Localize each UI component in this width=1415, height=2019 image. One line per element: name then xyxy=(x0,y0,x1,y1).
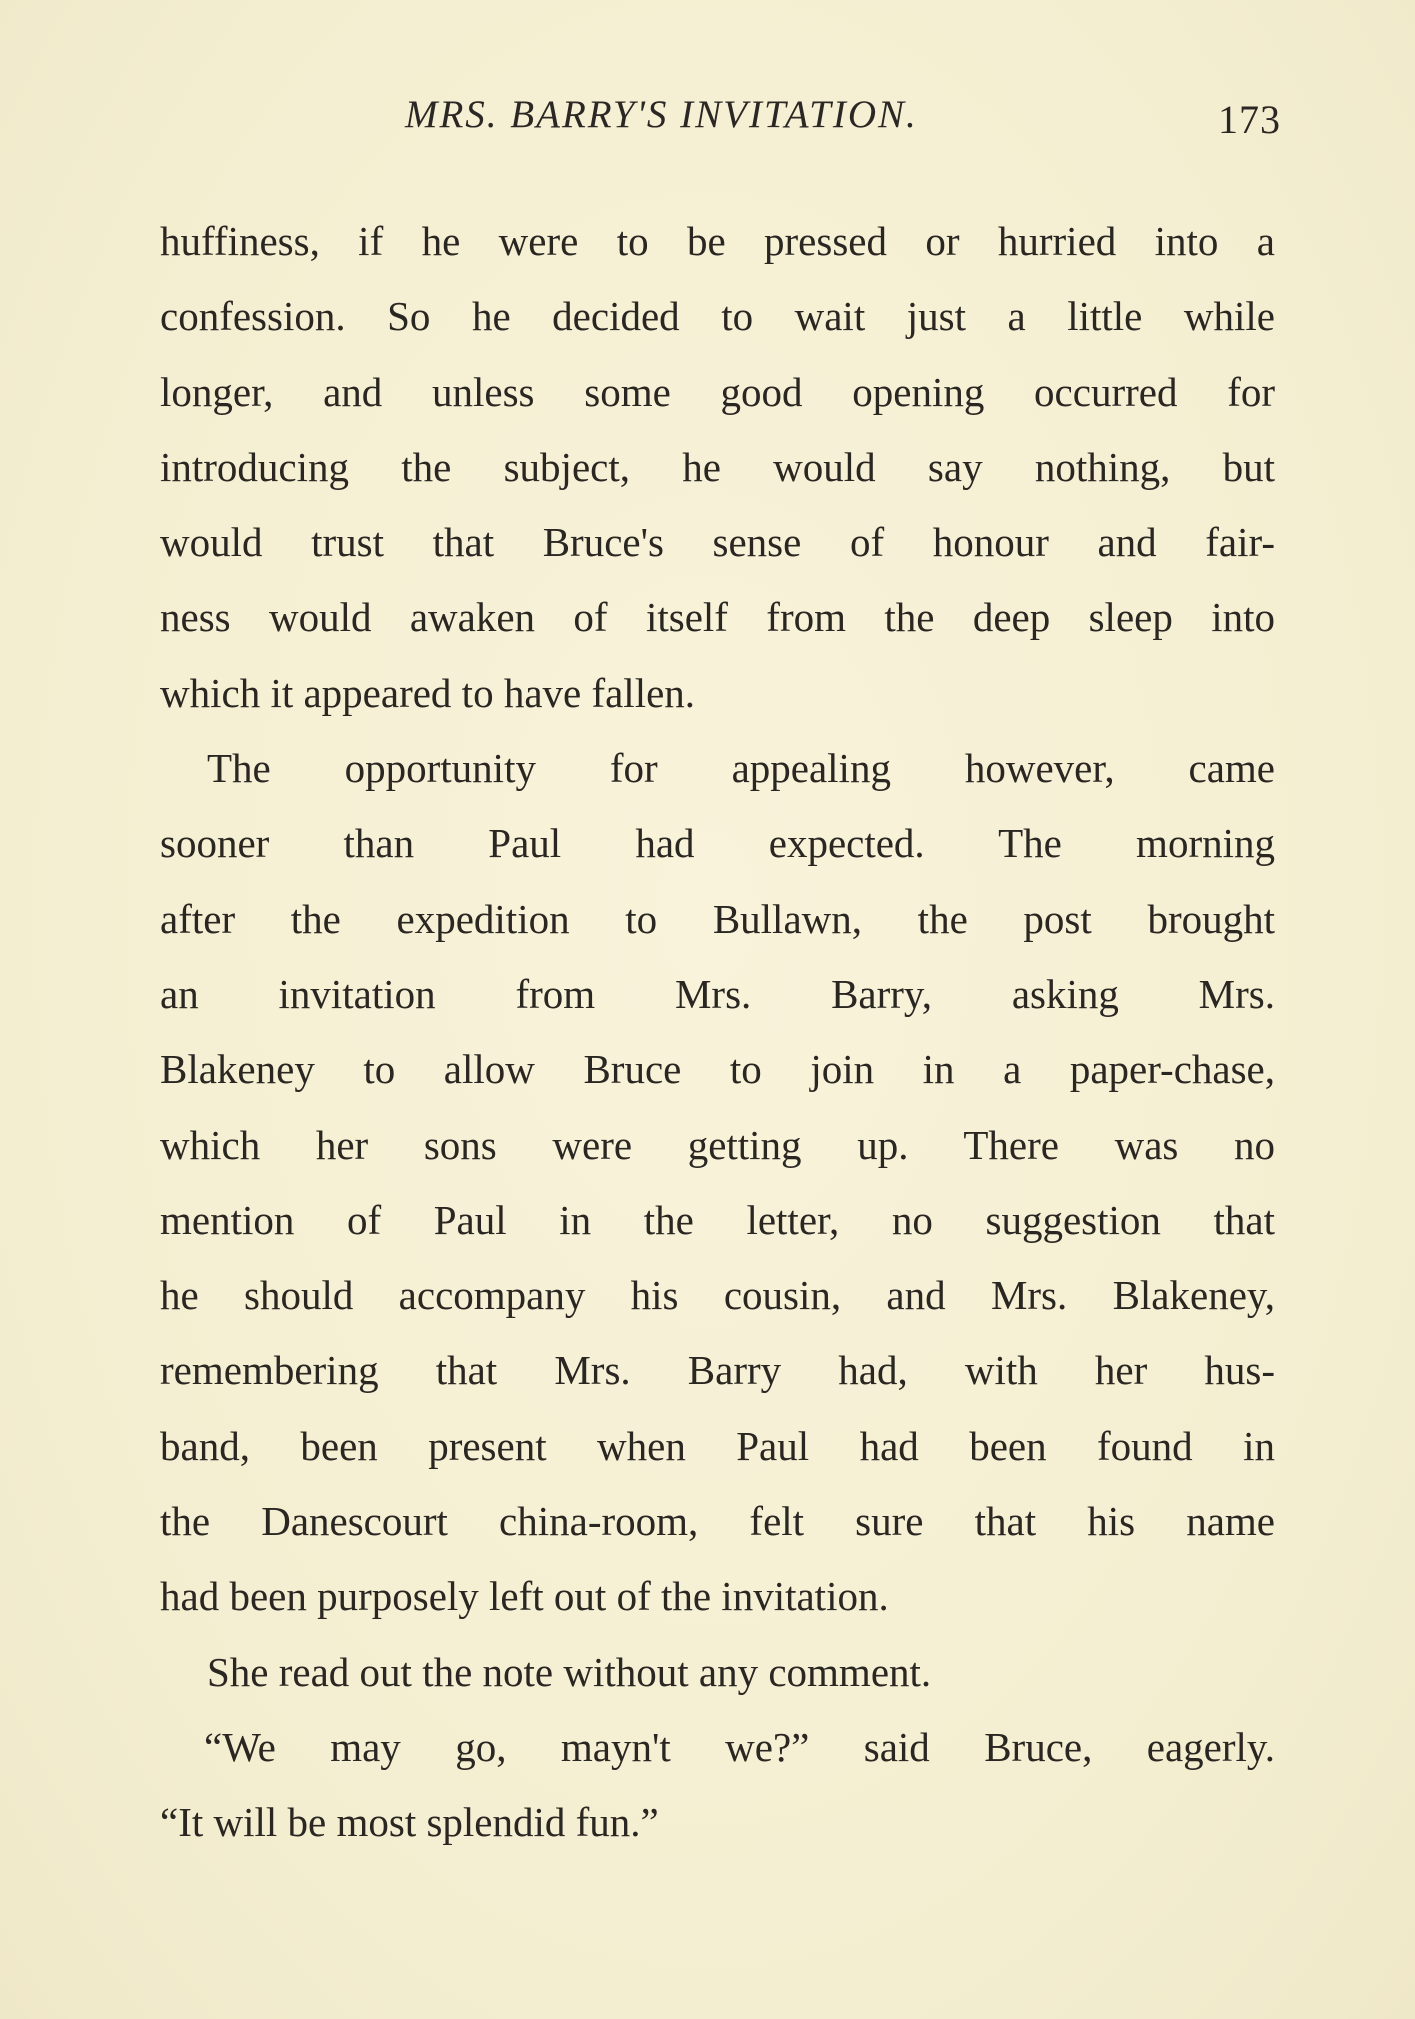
text-line: band, been present when Paul had been found in xyxy=(160,1422,1275,1469)
text-line: Blakeney to allow Bruce to join in a paper-chase, xyxy=(160,1046,1275,1093)
text-line: which it appeared to have fallen. xyxy=(160,669,696,716)
text-line: longer, and unless some good opening occurred for xyxy=(160,368,1275,415)
text-line: ness would awaken of itself from the deep sleep into xyxy=(160,594,1275,641)
text-line: “It will be most splendid fun.” xyxy=(160,1799,659,1846)
text-line: She read out the note without any comment. xyxy=(207,1648,932,1695)
text-line: sooner than Paul had expected. The morning xyxy=(160,820,1275,867)
text-line: the Danescourt china-room, felt sure that his name xyxy=(160,1498,1275,1545)
text-line: an invitation from Mrs. Barry, asking Mrs. xyxy=(160,970,1275,1017)
text-line: confession. So he decided to wait just a little while xyxy=(160,293,1275,340)
running-title: MRS. BARRY'S INVITATION. xyxy=(405,93,918,136)
text-line: which her sons were getting up. There was no xyxy=(160,1121,1275,1168)
text-line: after the expedition to Bullawn, the post brought xyxy=(160,895,1275,942)
text-line: he should accompany his cousin, and Mrs. Blakeney, xyxy=(160,1272,1275,1319)
running-head xyxy=(0,92,1415,152)
text-line: would trust that Bruce's sense of honour and fair- xyxy=(160,519,1275,566)
page-number: 173 xyxy=(1218,97,1281,142)
text-line: mention of Paul in the letter, no suggestion that xyxy=(160,1196,1275,1243)
body-text xyxy=(160,204,1275,1861)
text-line: remembering that Mrs. Barry had, with her hus- xyxy=(160,1347,1275,1394)
text-line: huffiness, if he were to be pressed or hurried into a xyxy=(160,218,1275,264)
text-line: “We may go, mayn't we?” said Bruce, eagerly. xyxy=(204,1723,1275,1770)
text-line: The opportunity for appealing however, came xyxy=(207,745,1275,792)
text-line: introducing the subject, he would say nothing, but xyxy=(160,443,1275,490)
text-line: had been purposely left out of the invitation. xyxy=(160,1573,889,1620)
